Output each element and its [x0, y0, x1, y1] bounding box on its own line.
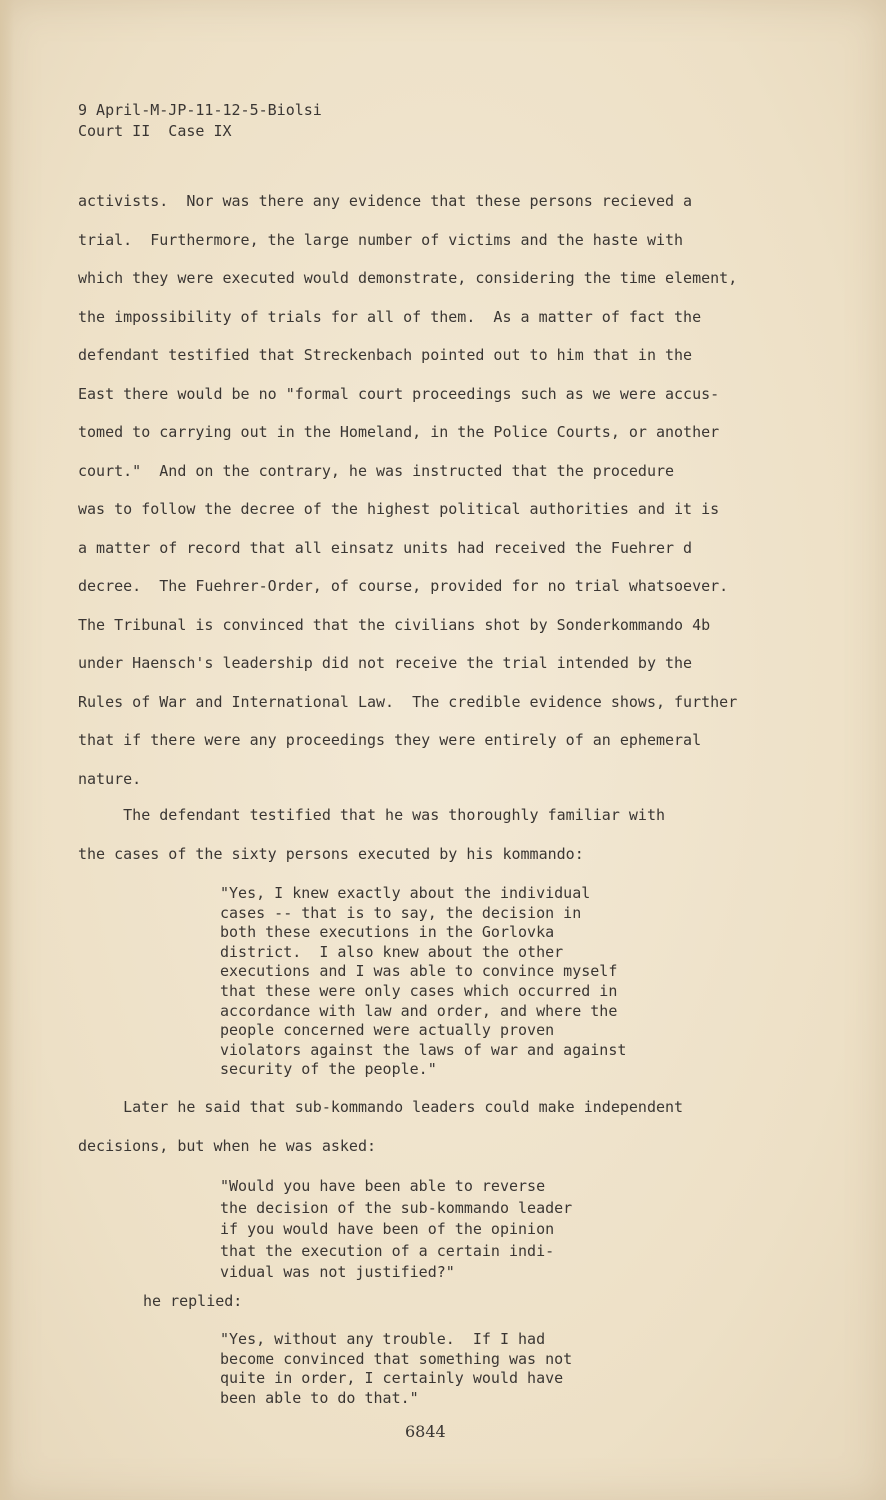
quote-line: quite in order, I certainly would have: [220, 1369, 564, 1388]
quote-1: [220, 884, 626, 1080]
text-line: trial. Furthermore, the large number of victims and the haste with: [78, 230, 684, 249]
text-line: court." And on the contrary, he was instructed that the procedure: [78, 461, 675, 480]
quote-line: if you would have been of the opinion: [220, 1220, 555, 1238]
text-line: The Tribunal is convinced that the civilians shot by Sonderkommando 4b: [78, 615, 711, 634]
replied-text: he replied:: [143, 1292, 243, 1310]
paragraph-1: [78, 186, 798, 802]
quote-line: both these executions in the Gorlovka: [220, 923, 555, 942]
text-line: decree. The Fuehrer-Order, of course, provided for no trial whatsoever.: [78, 577, 729, 595]
text-line: nature.: [78, 769, 142, 788]
text-line: the impossibility of trials for all of them. As a matter of fact the: [78, 307, 702, 326]
quote-line: been able to do that.": [220, 1388, 419, 1407]
page-edge-shadow: [0, 0, 14, 1500]
quote-line: that the execution of a certain indi-: [220, 1241, 555, 1260]
quote-line: executions and I was able to convince myself: [220, 962, 618, 981]
quote-2: [220, 1176, 572, 1284]
text-line: tomed to carrying out in the Homeland, in the Police Courts, or another: [78, 423, 720, 441]
text-line: East there would be no "formal court proceedings such as we were accus-: [78, 384, 720, 403]
text-line: The defendant testified that he was thoroughly familiar with: [78, 806, 665, 824]
quote-line: district. I also knew about the other: [220, 942, 564, 961]
text-line: a matter of record that all einsatz units had received the Fuehrer d: [78, 538, 693, 557]
text-line: the cases of the sixty persons executed by his kommando:: [78, 844, 584, 863]
text-line: Rules of War and International Law. The credible evidence shows, further: [78, 692, 738, 711]
header-court: Court II Case IX: [78, 122, 232, 140]
header-reference: 9 April-M-JP-11-12-5-Biolsi: [78, 101, 322, 119]
quote-line: people concerned were actually proven: [220, 1021, 555, 1040]
quote-line: become convinced that something was not: [220, 1349, 573, 1368]
document-header: [78, 100, 322, 142]
text-line: was to follow the decree of the highest political authorities and it is: [78, 500, 720, 518]
quote-line: that these were only cases which occurred in: [220, 981, 618, 1000]
quote-line: the decision of the sub-kommando leader: [220, 1198, 573, 1217]
quote-line: vidual was not justified?": [220, 1263, 455, 1281]
text-line: defendant testified that Streckenbach pointed out to him that in the: [78, 346, 693, 364]
text-line: activists. Nor was there any evidence that these persons recieved a: [78, 192, 693, 210]
quote-line: cases -- that is to say, the decision in: [220, 903, 582, 922]
quote-line: "Would you have been able to reverse: [220, 1177, 546, 1195]
quote-line: violators against the laws of war and against: [220, 1040, 627, 1059]
page-number: 6844: [405, 1422, 446, 1441]
quote-line: security of the people.": [220, 1060, 437, 1079]
quote-line: "Yes, I knew exactly about the individual: [220, 884, 591, 902]
quote-line: "Yes, without any trouble. If I had: [220, 1330, 546, 1348]
text-line: Later he said that sub-kommando leaders could make independent: [78, 1098, 684, 1116]
text-line: decisions, but when he was asked:: [78, 1136, 377, 1155]
quote-line: accordance with law and order, and where the: [220, 1001, 618, 1020]
text-line: under Haensch's leadership did not receive the trial intended by the: [78, 654, 693, 672]
paragraph-2: [78, 800, 798, 877]
quote-3: [220, 1330, 572, 1408]
text-line: that if there were any proceedings they were entirely of an ephemeral: [78, 731, 702, 749]
text-line: which they were executed would demonstrate, considering the time element,: [78, 269, 738, 287]
paragraph-3: [78, 1092, 798, 1169]
